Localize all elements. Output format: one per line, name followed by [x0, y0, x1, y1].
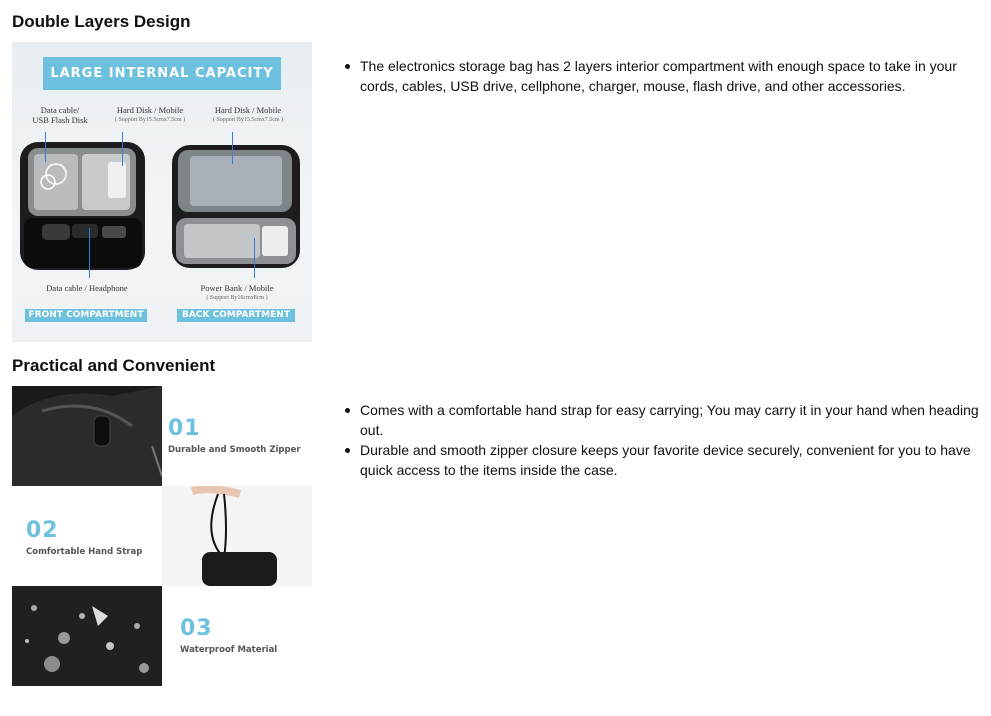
- feature-label: Durable and Smooth Zipper: [168, 445, 301, 455]
- pointer-line: [89, 228, 90, 278]
- bullet-item: Durable and smooth zipper closure keeps your favorite device securely, convenient for you to have quick access to the items inside the case.: [342, 440, 982, 480]
- caption-hard-disk-back: Hard Disk / Mobile ( Support By15.5cmx7.5cm ): [212, 105, 284, 123]
- feature-number: 02: [26, 518, 59, 543]
- waterproof-photo: [12, 586, 162, 686]
- feature-number: 01: [168, 416, 201, 441]
- bullet-item: The electronics storage bag has 2 layers interior compartment with enough space to take in your cords, cables, USB drive, cellphone, charger, mouse, flash drive, and other accessories.: [342, 56, 982, 96]
- feature-label: Comfortable Hand Strap: [26, 547, 143, 557]
- feature-number: 03: [180, 616, 213, 641]
- zipper-photo: [12, 386, 162, 486]
- double-layers-product-image: [12, 42, 312, 342]
- capacity-banner: LARGE INTERNAL CAPACITY: [43, 57, 281, 90]
- hand-strap-photo: [162, 486, 312, 586]
- pointer-line: [122, 132, 123, 166]
- bullet-item: Comes with a comfortable hand strap for easy carrying; You may carry it in your hand when heading out.: [342, 400, 982, 440]
- double-layers-bullet-list: [342, 56, 982, 96]
- practical-bullet-list: [342, 400, 982, 480]
- front-compartment-tag: FRONT COMPARTMENT: [25, 309, 147, 322]
- pointer-line: [45, 132, 46, 162]
- caption-data-cable-headphone: Data cable / Headphone: [46, 283, 128, 293]
- caption-hard-disk-front: Hard Disk / Mobile ( Support By15.5cmx7.5cm ): [114, 105, 186, 123]
- back-compartment-tag: BACK COMPARTMENT: [177, 309, 295, 322]
- section-heading-double-layers: Double Layers Design: [12, 12, 191, 31]
- feature-waterproof: [180, 616, 330, 716]
- section-heading-practical: Practical and Convenient: [12, 356, 216, 375]
- caption-data-cable-usb: Data cable/ USB Flash Disk: [32, 105, 88, 125]
- pointer-line: [254, 238, 255, 278]
- feature-label: Waterproof Material: [180, 645, 278, 655]
- caption-power-bank: Power Bank / Mobile ( Support By16cmx8cm ): [200, 283, 274, 301]
- pointer-line: [232, 132, 233, 164]
- feature-grid-image: [12, 386, 312, 686]
